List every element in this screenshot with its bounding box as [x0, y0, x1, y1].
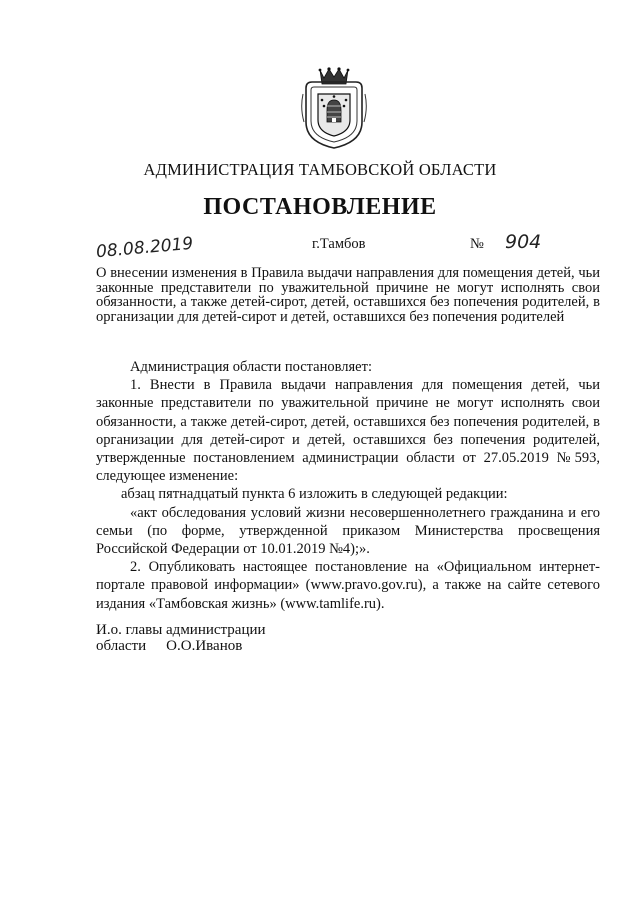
document-number-label: №: [470, 236, 484, 252]
signature-block: [96, 622, 266, 654]
document-body: [96, 358, 600, 613]
signature-position-line-1: И.о. главы администрации: [96, 622, 266, 638]
body-item-1: 1. Внести в Правила выдачи направления для помещения детей, чьи законные представители по уважительной причине не могут исполнять свои обязанности, а также детей-сирот, детей, оставшихся без попечения родителей, в организации для детей-сирот и детей, оставшихся без попечения родителей, утвержденные постановлением администрации области от 27.05.2019 №593, следующее изменение:: [96, 377, 600, 485]
body-item-1-subparagraph: абзац пятнадцатый пункта 6 изложить в следующей редакции:: [121, 486, 508, 503]
signature-position-area: области: [96, 638, 147, 654]
signature-position-line-2: [96, 638, 266, 654]
document-number: 904: [505, 231, 542, 253]
body-intro: Администрация области постановляет:: [130, 359, 372, 375]
coat-of-arms-icon: [300, 64, 368, 150]
document-subject: О внесении изменения в Правила выдачи направления для помещения детей, чьи законные представители по уважительной причине не могут исполнять свои обязанности, а также детей-сирот, детей, оставшихся без попечения родителей, в организации для детей-сирот и детей, оставшихся без попечения родителей: [96, 265, 600, 325]
document-city: г.Тамбов: [312, 236, 366, 252]
body-item-1-quote: «акт обследования условий жизни несовершеннолетнего гражданина и его семьи (по форме, утвержденной приказом Министерства просвещения Российской Федерации от 10.01.2019 №4);».: [96, 504, 600, 558]
document-date: 08.08.2019: [95, 233, 195, 263]
document-type-title: ПОСТАНОВЛЕНИЕ: [203, 194, 437, 220]
signatory-name: О.О.Иванов: [166, 638, 243, 654]
organization-name: АДМИНИСТРАЦИЯ ТАМБОВСКОЙ ОБЛАСТИ: [143, 160, 497, 179]
body-item-2: 2. Опубликовать настоящее постановление на «Официальном интернет-портале правовой информации» (www.pravo.gov.ru), а также на сайте сетевого издания «Тамбовская жизнь» (www.tamlife.ru).: [96, 559, 600, 612]
